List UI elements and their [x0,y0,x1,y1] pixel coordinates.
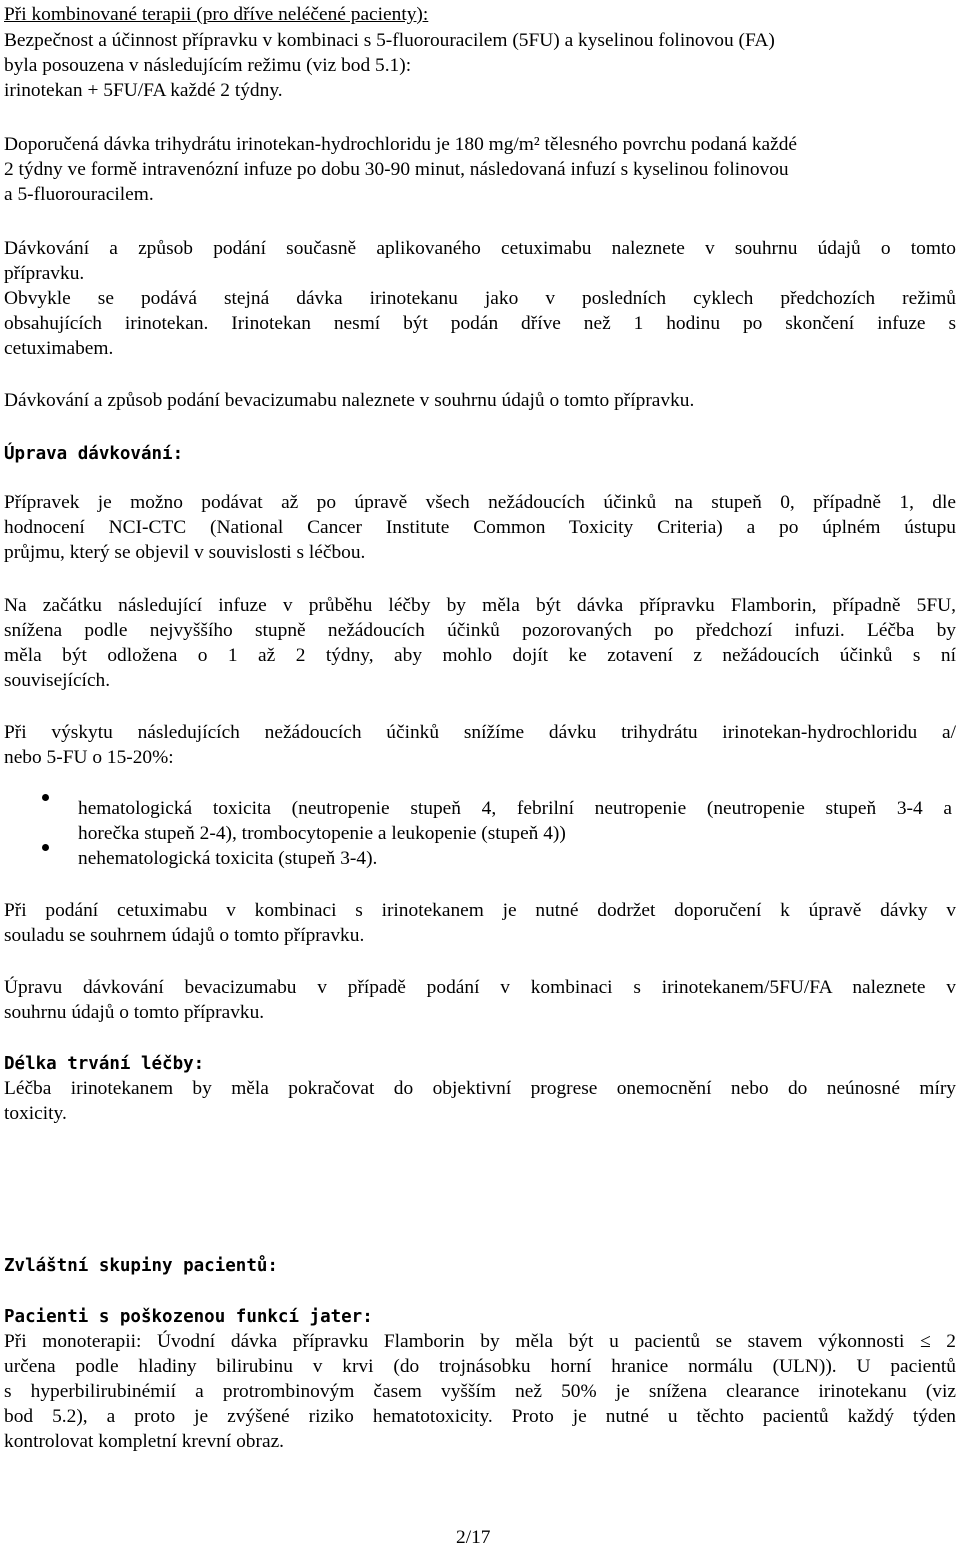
adjust-p2-line: Na začátku následující infuze v průběhu léčby by měla být dávka přípravku Flamborin, případně 5FU, [4,595,956,616]
adjust-p2-line: snížena podle nejvyššího stupně nežádoucích účinků pozorovaných po předchozí infuzi. Léčba by [4,620,956,641]
adjust-p4-line: Při podání cetuximabu v kombinaci s irinotekanem je nutné dodržet doporučení k úpravě dávky v [4,900,956,921]
bullet-dot [42,844,49,851]
page-number: 2/17 [456,1527,491,1548]
bullet-item-line: nehematologická toxicita (stupeň 3-4). [78,848,378,869]
adjust-p2-line: měla být odložena o 1 až 2 týdny, aby mohlo dojít ke zotavení z nežádoucích účinků s ní [4,645,956,666]
combo-therapy-heading: Při kombinované terapii (pro dříve neléčené pacienty): [4,4,429,25]
bullet-item-line: hematologická toxicita (neutropenie stupeň 4, febrilní neutropenie (neutropenie stupeň 3-4 a [78,798,952,819]
hepatic-line: Při monoterapii: Úvodní dávka přípravku Flamborin by měla být u pacientů se stavem výkonnosti ≤ 2 [4,1331,956,1352]
adjust-p1-line: průjmu, který se objevil v souvislosti s léčbou. [4,542,366,563]
bevacizumab-line: Dávkování a způsob podání bevacizumabu naleznete v souhrnu údajů o tomto přípravku. [4,390,695,411]
cetuximab-line: obsahujících irinotekan. Irinotekan nesmí být podán dříve než 1 hodinu po skončení infuze s [4,313,956,334]
hepatic-line: s hyperbilirubinémií a protrombinovým časem vyšším než 50% je snížena clearance irinotekanu (viz [4,1381,956,1402]
hepatic-line: bod 5.2), a proto je zvýšené riziko hematotoxicity. Proto je nutné u těchto pacientů každý týden [4,1406,956,1427]
cetuximab-line: cetuximabem. [4,338,114,359]
bullet-dot [42,794,49,801]
intro-line: irinotekan + 5FU/FA každé 2 týdny. [4,80,283,101]
cetuximab-line: Obvykle se podává stejná dávka irinotekanu jako v posledních cyklech předchozích režimů [4,288,956,309]
cetuximab-line: přípravku. [4,263,85,284]
dose-line: 2 týdny ve formě intravenózní infuze po dobu 30-90 minut, následovaná infuzí s kyselinou folinovou [4,159,789,180]
adjust-p1-line: hodnocení NCI-CTC (National Cancer Institute Common Toxicity Criteria) a po úplném ústupu [4,517,956,538]
hepatic-impairment-heading: Pacienti s poškozenou funkcí jater: [4,1307,373,1327]
dose-line: a 5-fluorouracilem. [4,184,154,205]
intro-line: Bezpečnost a účinnost přípravku v kombinaci s 5-fluorouracilem (5FU) a kyselinou folinovou (FA) [4,30,775,51]
adjust-p1-line: Přípravek je možno podávat až po úpravě všech nežádoucích účinků na stupeň 0, případně 1, dle [4,492,956,513]
adjust-p3-line: nebo 5-FU o 15-20%: [4,747,174,768]
hepatic-line: určena podle hladiny bilirubinu v krvi (do trojnásobku horní hranice normálu (ULN)). U pacientů [4,1356,956,1377]
adjust-p4-line: souladu se souhrnem údajů o tomto přípravku. [4,925,365,946]
adjust-p5-line: Úpravu dávkování bevacizumabu v případě podání v kombinaci s irinotekanem/5FU/FA naleznete v [4,977,956,998]
duration-line: Léčba irinotekanem by měla pokračovat do objektivní progrese onemocnění nebo do neúnosné míry [4,1078,956,1099]
bullet-item-line: horečka stupeň 2-4), trombocytopenie a leukopenie (stupeň 4)) [78,823,566,844]
dose-line: Doporučená dávka trihydrátu irinotekan-hydrochloridu je 180 mg/m² tělesného povrchu podaná každé [4,134,798,155]
adjust-p2-line: souvisejících. [4,670,111,691]
intro-line: byla posouzena v následujícím režimu (viz bod 5.1): [4,55,412,76]
adjust-p5-line: souhrnu údajů o tomto přípravku. [4,1002,265,1023]
special-groups-heading: Zvláštní skupiny pacientů: [4,1256,278,1276]
adjust-p3-line: Při výskytu následujících nežádoucích účinků snížíme dávku trihydrátu irinotekan-hydrochloridu a/ [4,722,956,743]
duration-heading: Délka trvání léčby: [4,1054,205,1074]
dose-adjust-heading: Úprava dávkování: [4,444,184,464]
hepatic-line: kontrolovat kompletní krevní obraz. [4,1431,285,1452]
cetuximab-line: Dávkování a způsob podání současně aplikovaného cetuximabu naleznete v souhrnu údajů o tomto [4,238,956,259]
duration-line: toxicity. [4,1103,67,1124]
